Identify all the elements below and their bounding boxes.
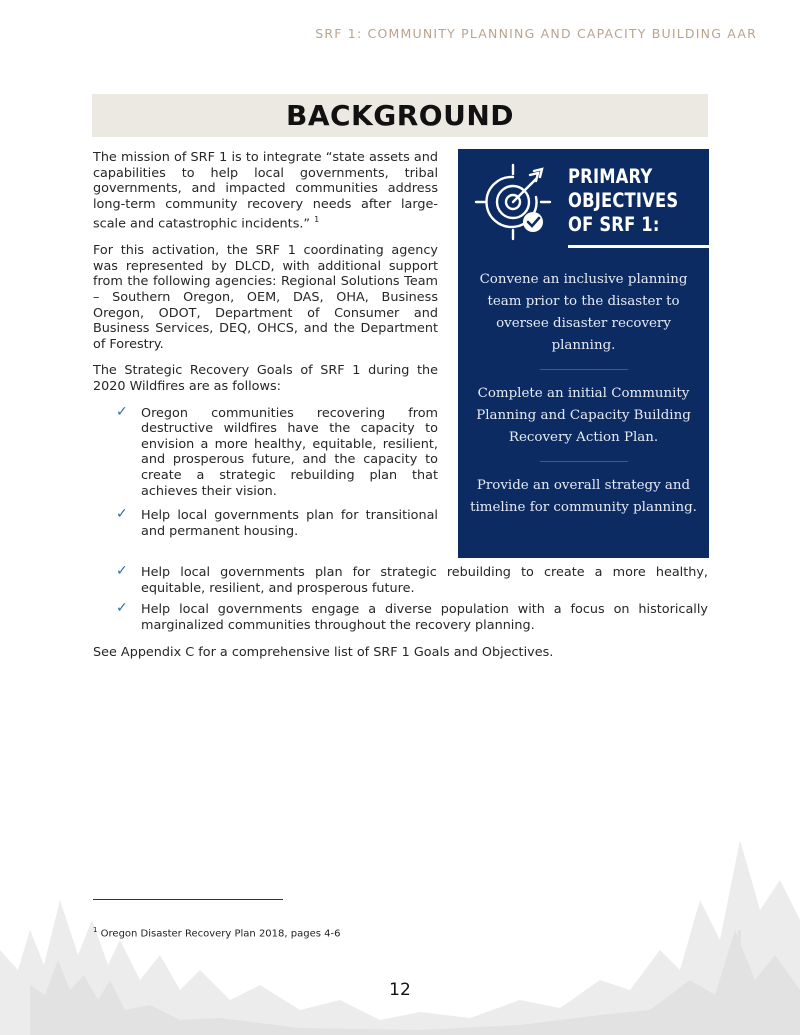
check-icon: ✓	[116, 506, 128, 523]
objective-separator	[540, 369, 628, 370]
list-item	[93, 602, 708, 633]
goals-list-full	[93, 565, 708, 633]
footnote-marker: 1	[93, 926, 98, 934]
list-item	[93, 565, 708, 596]
mission-paragraph	[93, 150, 438, 232]
mission-text: The mission of SRF 1 is to integrate “state assets and capabilities to help local governments, tribal governments, and impacted communities address long-term community recovery needs after large-scale and catastrophic incidents.”	[93, 150, 438, 232]
goals-list-left	[93, 403, 438, 540]
objectives-list	[458, 269, 709, 519]
footnote-divider	[93, 899, 283, 900]
footnote-text: Oregon Disaster Recovery Plan 2018, pages 4-6	[100, 928, 341, 940]
goals-intro: The Strategic Recovery Goals of SRF 1 during the 2020 Wildfires are as follows:	[93, 363, 438, 394]
goal-text: Help local governments plan for transitional and permanent housing.	[141, 508, 438, 539]
left-column-text	[93, 150, 438, 548]
panel-heading-line: OF SRF 1:	[568, 213, 660, 236]
objective-item: Convene an inclusive planning team prior to the disaster to oversee disaster recovery planning.	[479, 272, 688, 353]
panel-divider	[568, 245, 709, 248]
primary-objectives-panel	[458, 149, 709, 558]
objective-item: Complete an initial Community Planning and Capacity Building Recovery Action Plan.	[476, 386, 691, 445]
goal-text: Help local governments plan for strategic rebuilding to create a more healthy, equitable, resilient, and prosperous future.	[141, 565, 708, 596]
check-icon: ✓	[116, 563, 128, 579]
section-title: BACKGROUND	[285, 99, 514, 132]
section-title-band	[92, 94, 708, 137]
goal-text: Help local governments engage a diverse population with a focus on historically marginalized communities throughout the recovery planning.	[141, 602, 708, 633]
check-icon: ✓	[116, 600, 128, 617]
list-item	[93, 508, 438, 539]
panel-heading	[568, 165, 703, 237]
footnote-reference: 1	[314, 215, 320, 225]
panel-heading-line: OBJECTIVES	[568, 189, 679, 212]
list-item	[93, 403, 438, 500]
check-icon: ✓	[116, 403, 128, 420]
objective-item: Provide an overall strategy and timeline for community planning.	[470, 478, 697, 515]
panel-heading-line: PRIMARY	[568, 165, 653, 188]
running-header: SRF 1: COMMUNITY PLANNING AND CAPACITY BUILDING AAR	[315, 26, 757, 41]
footnote	[93, 926, 340, 939]
activation-paragraph: For this activation, the SRF 1 coordinating agency was represented by DLCD, with additional support from the following agencies: Regional Solutions Team – Southern Oregon, OEM, DAS, OHA, Business Oregon, ODOT, Department of Consumer and Business Services, DEQ, OHCS, and the Department of Forestry.	[93, 243, 438, 352]
objective-separator	[540, 461, 628, 462]
full-width-text	[93, 565, 708, 661]
goal-text: Oregon communities recovering from destructive wildfires have the capacity to envision a more healthy, equitable, resilient, and prosperous future, and the capacity to create a strategic rebuilding plan that achieves their vision.	[141, 405, 438, 499]
target-arrow-check-icon	[472, 161, 554, 243]
appendix-note: See Appendix C for a comprehensive list of SRF 1 Goals and Objectives.	[93, 645, 554, 661]
page-number: 12	[389, 980, 411, 1000]
